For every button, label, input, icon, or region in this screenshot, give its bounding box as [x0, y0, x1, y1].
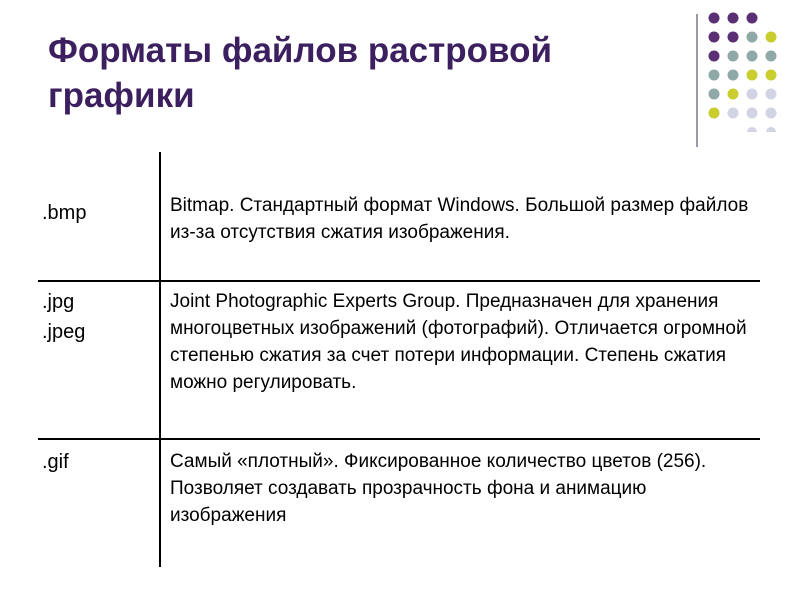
format-extension-cell [42, 287, 154, 347]
decorative-dot-grid [708, 12, 778, 132]
file-formats-table [38, 152, 760, 567]
format-description: Joint Photographic Experts Group. Предназначен для хранения многоцветных изображений (фотографий). Отличается огромной степенью сжатия за счет потери информации. Степень сжатия можно регулировать. [170, 291, 747, 393]
table-row [38, 440, 760, 567]
decorative-divider-line [696, 14, 698, 147]
format-extension-cell [42, 447, 154, 477]
table-row [38, 152, 760, 280]
format-description: Bitmap. Стандартный формат Windows. Большой размер файлов из-за отсутствия сжатия изображения. [170, 195, 749, 243]
format-extension: .jpg [42, 291, 75, 313]
table-row [38, 282, 760, 438]
format-extension: .bmp [42, 202, 87, 224]
format-extension: .jpeg [42, 321, 86, 343]
format-extension: .gif [42, 451, 69, 473]
slide-title: Форматы файлов растровой графики [48, 31, 552, 115]
format-description: Самый «плотный». Фиксированное количество цветов (256). Позволяет создавать прозрачность фона и анимацию изображения [170, 451, 707, 526]
format-extension-cell [42, 198, 154, 228]
